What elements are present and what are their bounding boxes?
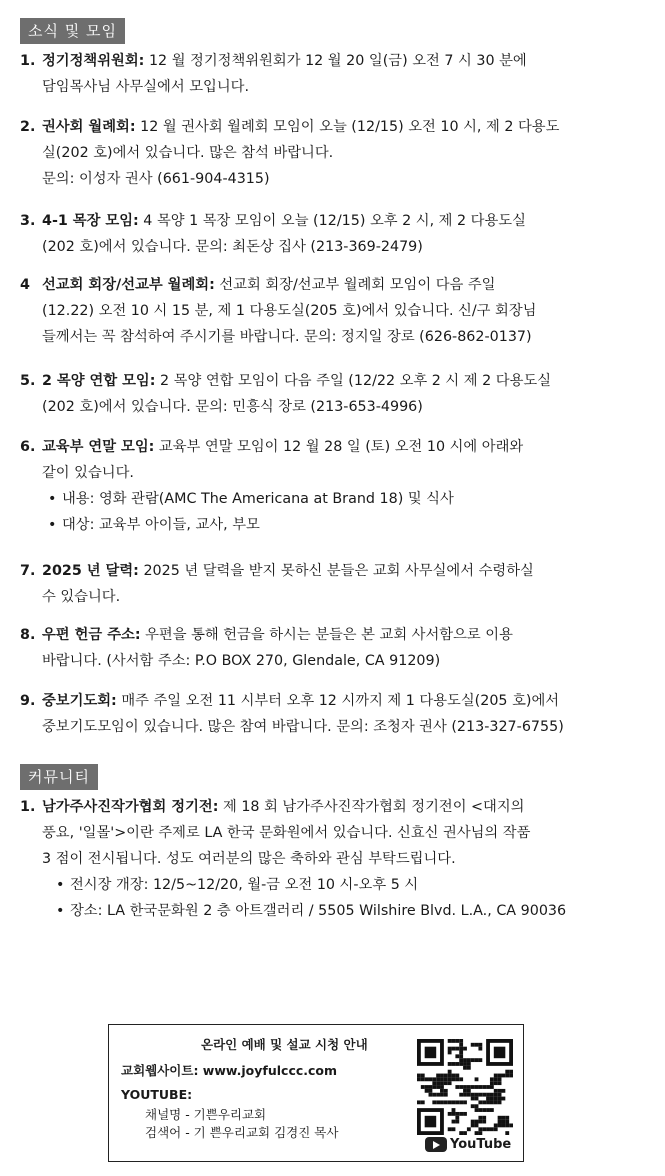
item-text: 수 있습니다.	[42, 589, 121, 605]
item-title: 남가주사진작가협회 정기전:	[42, 799, 219, 815]
news-item	[20, 48, 635, 100]
item-text: 우편을 통해 헌금을 하시는 분들은 본 교회 사서함으로 이용	[145, 627, 513, 643]
item-number: 1.	[20, 799, 36, 815]
item-bullet: • 내용: 영화 관람(AMC The Americana at Brand 18) 및 식사	[42, 486, 635, 512]
item-line	[42, 324, 635, 350]
item-text: 담임목사님 사무실에서 모입니다.	[42, 79, 249, 95]
item-text: 매주 주일 오전 11 시부터 오후 12 시까지 제 1 다용도실(205 호)에서	[121, 693, 560, 709]
item-line	[42, 648, 635, 674]
item-text: 문의: 이성자 권사 (661-904-4315)	[42, 171, 270, 187]
box-title: 온라인 예배 및 설교 시청 안내	[201, 1037, 368, 1052]
item-bullet: • 대상: 교육부 아이들, 교사, 부모	[42, 512, 635, 538]
item-number: 7.	[20, 563, 36, 579]
item-line	[42, 166, 635, 192]
item-text: 3 점이 전시됩니다. 성도 여러분의 많은 축하와 관심 부탁드립니다.	[42, 851, 456, 867]
news-item	[20, 272, 635, 350]
online-worship-box	[108, 1024, 524, 1162]
item-title: 2 목양 연합 모임:	[42, 373, 156, 389]
item-text: 바랍니다. (사서함 주소: P.O BOX 270, Glendale, CA 91209)	[42, 653, 441, 669]
section-tag-community: 커뮤니티	[20, 764, 98, 790]
youtube-logo[interactable]	[425, 1137, 511, 1152]
news-item	[20, 114, 635, 192]
qr-code-icon[interactable]	[417, 1039, 513, 1135]
item-title: 중보기도회:	[42, 693, 117, 709]
item-line	[42, 140, 635, 166]
item-line	[42, 74, 635, 100]
item-line	[42, 584, 635, 610]
item-title: 정기정책위원회:	[42, 53, 145, 69]
item-line	[42, 434, 635, 460]
item-text: 12 월 권사회 월례회 모임이 오늘 (12/15) 오전 10 시, 제 2 다용도	[140, 119, 560, 135]
item-text: 중보기도모임이 있습니다. 많은 참여 바랍니다. 문의: 조청자 권사 (213-327-6755)	[42, 719, 564, 735]
item-number: 5.	[20, 373, 36, 389]
item-line	[42, 368, 635, 394]
item-line	[42, 48, 635, 74]
item-title: 4-1 목장 모임:	[42, 213, 139, 229]
item-line	[42, 820, 635, 846]
item-number: 9.	[20, 693, 36, 709]
item-text: 2 목양 연합 모임이 다음 주일 (12/22 오후 2 시 제 2 다용도실	[160, 373, 552, 389]
item-line	[42, 558, 635, 584]
item-text: 실(202 호)에서 있습니다. 많은 참석 바랍니다.	[42, 145, 334, 161]
item-text: 같이 있습니다.	[42, 465, 134, 481]
item-text: 2025 년 달력을 받지 못하신 분들은 교회 사무실에서 수령하실	[143, 563, 534, 579]
item-text: 교육부 연말 모임이 12 월 28 일 (토) 오전 10 시에 아래와	[158, 439, 524, 455]
item-line	[42, 460, 635, 486]
item-text: 12 월 정기정책위원회가 12 월 20 일(금) 오전 7 시 30 분에	[148, 53, 527, 69]
item-line	[42, 846, 635, 872]
youtube-play-icon	[425, 1137, 447, 1152]
item-text: (202 호)에서 있습니다. 문의: 민흥식 장로 (213-653-4996)	[42, 399, 423, 415]
item-number: 3.	[20, 213, 36, 229]
item-number: 2.	[20, 119, 36, 135]
item-title: 우편 헌금 주소:	[42, 627, 141, 643]
item-bullet: • 전시장 개장: 12/5~12/20, 월-금 오전 10 시-오후 5 시	[50, 872, 635, 898]
item-line	[42, 208, 635, 234]
channel-name: 채널명 - 기쁜우리교회	[145, 1107, 267, 1122]
news-item	[20, 688, 635, 740]
item-title: 2025 년 달력:	[42, 563, 139, 579]
item-number: 8.	[20, 627, 36, 643]
youtube-label: YOUTUBE:	[121, 1087, 193, 1102]
news-item	[20, 208, 635, 260]
item-line	[42, 688, 635, 714]
youtube-text: YouTube	[450, 1137, 512, 1152]
search-term: 검색어 - 기 쁜우리교회 김경진 목사	[145, 1125, 339, 1140]
item-line	[42, 394, 635, 420]
item-line	[42, 272, 635, 298]
item-text: 4 목양 1 목장 모임이 오늘 (12/15) 오후 2 시, 제 2 다용도실	[143, 213, 526, 229]
item-line	[42, 714, 635, 740]
item-text: 선교회 회장/선교부 월례회 모임이 다음 주일	[219, 277, 496, 293]
item-text: 들께서는 꼭 참석하여 주시기를 바랍니다. 문의: 정지일 장로 (626-862-0137)	[42, 329, 532, 345]
community-item	[20, 794, 635, 924]
item-line	[42, 622, 635, 648]
news-item	[20, 622, 635, 674]
item-line	[42, 114, 635, 140]
news-item	[20, 434, 635, 538]
news-item	[20, 558, 635, 610]
item-text: 제 18 회 남가주사진작가협회 정기전이 <대지의	[222, 799, 525, 815]
item-text: 풍요, '일몰'>이란 주제로 LA 한국 문화원에서 있습니다. 신효신 권사님의 작품	[42, 825, 531, 841]
item-number: 1.	[20, 53, 36, 69]
item-title: 선교회 회장/선교부 월례회:	[42, 277, 215, 293]
item-text: (12.22) 오전 10 시 15 분, 제 1 다용도실(205 호)에서 있습니다. 신/구 회장님	[42, 303, 537, 319]
section-tag-news: 소식 및 모임	[20, 18, 125, 44]
item-line	[42, 234, 635, 260]
item-title: 권사회 월례회:	[42, 119, 136, 135]
news-item	[20, 368, 635, 420]
item-number: 4	[20, 277, 30, 293]
item-number: 6.	[20, 439, 36, 455]
item-line	[42, 794, 635, 820]
item-line	[42, 298, 635, 324]
website-link[interactable]: 교회웹사이트: www.joyfulccc.com	[121, 1063, 338, 1078]
item-title: 교육부 연말 모임:	[42, 439, 155, 455]
item-bullet: • 장소: LA 한국문화원 2 층 아트갤러리 / 5505 Wilshire Blvd. L.A., CA 90036	[50, 898, 635, 924]
item-text: (202 호)에서 있습니다. 문의: 최돈상 집사 (213-369-2479)	[42, 239, 423, 255]
